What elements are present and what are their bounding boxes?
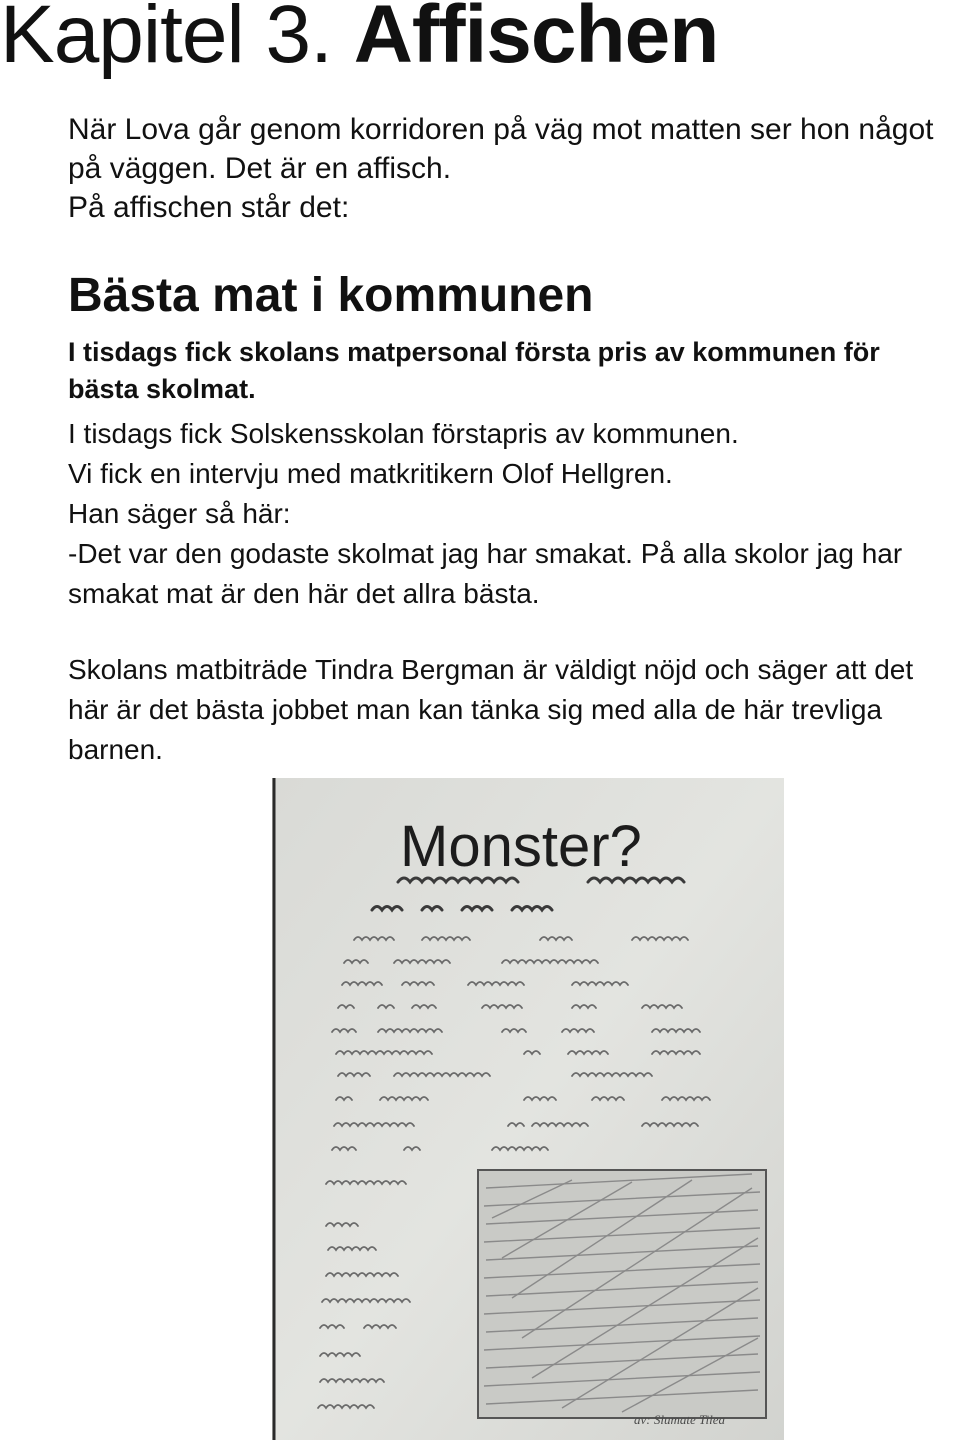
poster-drawing-photo — [272, 778, 784, 1440]
poster-body — [68, 414, 953, 770]
drawing-title: Monster? — [400, 814, 642, 879]
drawing-signature: av: Slumate Tilea — [634, 1412, 725, 1427]
poster-headline: Bästa mat i kommunen — [68, 269, 594, 322]
sketched-picture-box — [478, 1170, 766, 1418]
paragraph-gap — [68, 614, 953, 650]
chapter-name: Affischen — [353, 0, 719, 80]
poster-lead: I tisdags fick skolans matpersonal första pris av kommunen för bästa skolmat. — [68, 337, 880, 404]
chapter-title — [0, 0, 719, 80]
chapter-number: Kapitel 3. — [0, 0, 354, 80]
intro-paragraph: När Lova går genom korridoren på väg mot matten ser hon något på väggen. Det är en affisch. — [68, 113, 934, 185]
poster-closing: Skolans matbiträde Tindra Bergman är väldigt nöjd och säger att det här är det bästa jobbet man kan tänka sig med alla de här trevliga barnen. — [68, 654, 914, 765]
poster-quote: -Det var den godaste skolmat jag har smakat. På alla skolor jag har smakat mat är den här det allra bästa. — [68, 538, 903, 609]
poster-body-line: Vi fick en intervju med matkritikern Olof Hellgren. — [68, 458, 673, 489]
pencil-sketch — [272, 778, 784, 1440]
intro-text — [68, 110, 948, 227]
poster-body-line: Han säger så här: — [68, 498, 291, 529]
intro-lead-in: På affischen står det: — [68, 191, 350, 224]
poster-body-line: I tisdags fick Solskensskolan förstapris av kommunen. — [68, 418, 739, 449]
